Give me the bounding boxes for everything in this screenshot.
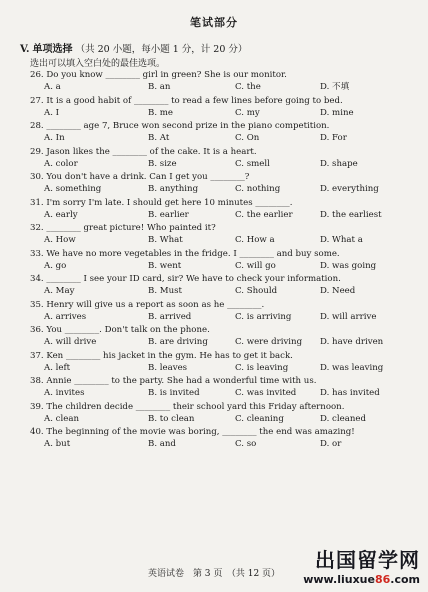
section-title: 单项选择 (32, 44, 73, 55)
question-option: A. left (44, 362, 71, 373)
question-option: A. arrives (44, 311, 87, 322)
question-option: D. has invited (320, 388, 380, 398)
watermark-url-highlight: 86 (374, 573, 391, 586)
question-option: D. cleaned (320, 413, 366, 424)
question-option: A. early (44, 209, 78, 220)
question-stem: 40. The beginning of the movie was boring, ________ the end was amazing! (30, 427, 355, 437)
question-stem: 30. You don't have a drink. Can I get you ________? (30, 172, 250, 182)
question-option: B. is invited (148, 388, 200, 398)
question-option: D. was going (320, 260, 377, 271)
question-option: C. nothing (235, 184, 281, 194)
question-option: D. For (320, 133, 347, 143)
question-item (30, 325, 410, 351)
question-item (30, 351, 410, 377)
question-option: D. mine (320, 107, 354, 118)
question-option: C. the (235, 82, 261, 92)
question-stem: 27. It is a good habit of ________ to read a few lines before going to bed. (30, 95, 343, 106)
question-option: C. is leaving (235, 362, 289, 373)
question-option: A. a (44, 82, 61, 92)
question-option: A. go (44, 260, 67, 271)
question-option: B. and (148, 439, 176, 449)
question-option: B. to clean (148, 413, 195, 424)
question-item (30, 249, 410, 275)
question-option: B. earlier (148, 209, 189, 220)
question-option: C. is arriving (235, 311, 292, 322)
question-option: B. Must (148, 286, 182, 296)
question-option: B. size (148, 158, 177, 169)
question-option: D. have driven (320, 337, 384, 347)
question-option: D. was leaving (320, 362, 384, 373)
page-title: 笔试部分 (190, 16, 238, 29)
question-option: A. I (44, 107, 60, 118)
question-option: B. me (148, 107, 174, 118)
question-stem: 38. Annie ________ to the party. She had a wonderful time with us. (30, 376, 317, 386)
question-option: D. Need (320, 286, 356, 296)
question-stem: 28. ________ age 7, Bruce won second prize in the piano competition. (30, 121, 330, 131)
question-option: B. an (148, 82, 171, 92)
question-option: C. smell (235, 158, 270, 169)
question-stem: 37. Ken ________ his jacket in the gym. He has to get it back. (30, 350, 293, 361)
question-option: D. will arrive (320, 311, 377, 322)
question-option: B. went (148, 260, 182, 271)
watermark-cn: 出国留学网 (315, 548, 420, 572)
question-option: A. In (44, 133, 65, 143)
question-item (30, 223, 410, 249)
question-option: C. were driving (235, 337, 303, 347)
question-stem: 39. The children decide ________ their school yard this Friday afternoon. (30, 401, 345, 412)
question-stem: 29. Jason likes the ________ of the cake. It is a heart. (30, 146, 257, 157)
question-stem: 31. I'm sorry I'm late. I should get here 10 minutes ________. (30, 197, 293, 208)
question-list (30, 70, 410, 453)
question-option: B. At (148, 133, 170, 143)
question-stem: 26. Do you know ________ girl in green? She is our monitor. (30, 70, 287, 80)
question-option: A. How (44, 235, 76, 245)
question-option: C. was invited (235, 388, 297, 398)
question-item (30, 427, 410, 453)
watermark-url-prefix: www.liuxue (303, 573, 375, 586)
question-option: D. 不填 (320, 82, 350, 92)
question-option: D. the earliest (320, 209, 382, 220)
watermark-url-suffix: .com (390, 573, 420, 586)
section-heading (20, 40, 247, 55)
section-instruction: 选出可以填入空白处的最佳选项。 (30, 59, 166, 69)
question-item (30, 376, 410, 402)
question-option: D. or (320, 439, 342, 449)
question-option: C. so (235, 439, 257, 449)
question-option: A. invites (44, 388, 85, 398)
watermark-url (303, 573, 420, 586)
question-option: C. Should (235, 286, 278, 296)
section-number: V. (20, 44, 30, 55)
question-item (30, 300, 410, 326)
question-option: A. something (44, 184, 102, 194)
question-option: B. leaves (148, 362, 188, 373)
question-option: D. everything (320, 184, 379, 194)
question-item (30, 274, 410, 300)
question-option: A. will drive (44, 337, 97, 347)
question-item (30, 70, 410, 96)
question-option: B. anything (148, 184, 199, 194)
question-option: C. On (235, 133, 260, 143)
question-item (30, 402, 410, 428)
question-option: C. my (235, 107, 260, 118)
question-stem: 32. ________ great picture! Who painted it? (30, 223, 216, 233)
question-stem: 35. Henry will give us a report as soon as he ________. (30, 299, 265, 310)
question-option: C. cleaning (235, 413, 284, 424)
question-option: A. color (44, 158, 78, 169)
question-option: C. the earlier (235, 209, 293, 220)
question-option: C. will go (235, 260, 276, 271)
question-item (30, 121, 410, 147)
question-option: A. clean (44, 413, 79, 424)
question-item (30, 96, 410, 122)
section-note: （共 20 小题，每小题 1 分，计 20 分） (75, 44, 248, 55)
question-item (30, 147, 410, 173)
question-option: A. May (44, 286, 75, 296)
question-option: C. How a (235, 235, 275, 245)
question-option: A. but (44, 439, 71, 449)
question-item (30, 172, 410, 198)
question-item (30, 198, 410, 224)
question-option: D. shape (320, 158, 358, 169)
question-option: B. are driving (148, 337, 208, 347)
question-option: D. What a (320, 235, 363, 245)
watermark-logo (303, 544, 420, 586)
question-stem: 36. You ________. Don't talk on the phone. (30, 325, 210, 335)
question-option: B. arrived (148, 311, 192, 322)
question-option: B. What (148, 235, 183, 245)
question-stem: 34. ________ I see your ID card, sir? We have to check your information. (30, 274, 341, 284)
question-stem: 33. We have no more vegetables in the fridge. I ________ and buy some. (30, 248, 340, 259)
page-footer: 英语试卷 第 3 页 （共 12 页） (147, 569, 281, 579)
